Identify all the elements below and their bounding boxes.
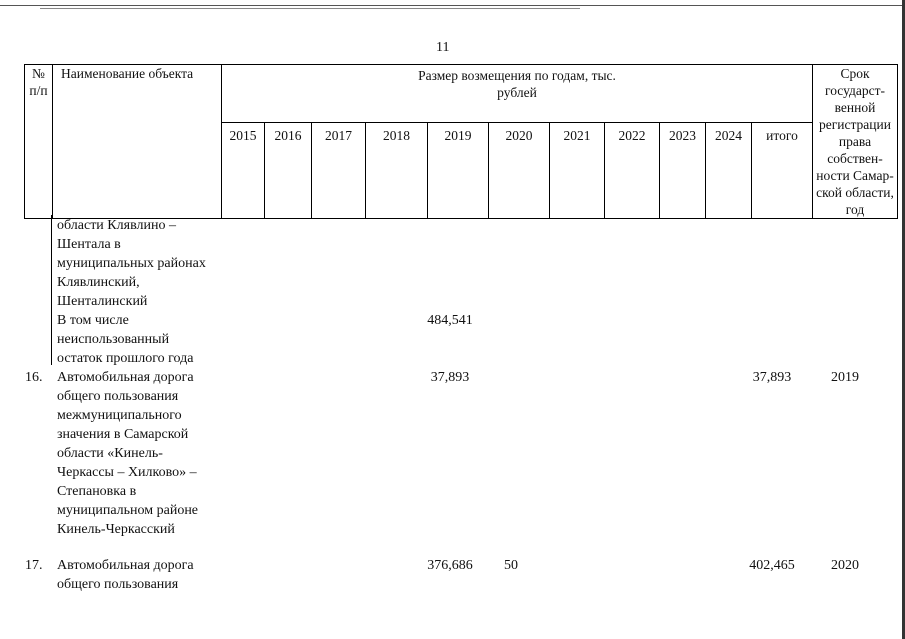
year-2019: 2019 <box>428 123 489 219</box>
row-continuation-name: области Клявлино – Шентала в муниципальных районах Клявлинский, Шенталинский <box>57 218 206 309</box>
table-body <box>0 215 905 639</box>
year-2022: 2022 <box>605 123 660 219</box>
row-16-deadline: 2019 <box>831 370 859 385</box>
year-2018: 2018 <box>366 123 428 219</box>
body-divider <box>51 215 52 365</box>
header-name: Наименование объекта <box>53 65 222 219</box>
year-2021: 2021 <box>550 123 605 219</box>
row-17-name: Автомобильная дорога общего пользования <box>57 558 194 592</box>
year-2015: 2015 <box>222 123 265 219</box>
header-no: № п/п <box>25 65 53 219</box>
row-remainder-2019: 484,541 <box>427 313 473 328</box>
table-header <box>24 64 898 219</box>
header-amount-text: Размер возмещения по годам, тыс. рублей <box>418 68 616 100</box>
row-remainder-name: В том числе неиспользованный остаток прошлого года <box>57 313 194 366</box>
year-2024: 2024 <box>706 123 752 219</box>
header-amount <box>222 65 813 123</box>
row-17-number: 17. <box>25 558 43 573</box>
row-16-total: 37,893 <box>752 370 792 385</box>
row-16-2019: 37,893 <box>430 370 470 385</box>
top-border-line-2 <box>40 8 580 9</box>
header-deadline: Срок государст-венной регистрации права собствен-ности Самар-ской области, год <box>813 65 898 219</box>
page-number: 11 <box>436 40 450 55</box>
year-2020: 2020 <box>489 123 550 219</box>
row-16-number: 16. <box>25 370 43 385</box>
row-17-total: 402,465 <box>749 558 795 573</box>
top-border-line <box>0 5 905 6</box>
year-2016: 2016 <box>265 123 312 219</box>
year-2017: 2017 <box>312 123 366 219</box>
row-17-2019: 376,686 <box>427 558 473 573</box>
row-17-2020: 50 <box>504 558 518 573</box>
row-16-name: Автомобильная дорога общего пользования межмуниципального значения в Самарской области «Кинель-Черкассы – Хилково» – Степановка в муниципальном районе Кинель-Черкасский <box>57 370 199 537</box>
year-total: итого <box>752 123 813 219</box>
year-2023: 2023 <box>660 123 706 219</box>
row-17-deadline: 2020 <box>831 558 859 573</box>
